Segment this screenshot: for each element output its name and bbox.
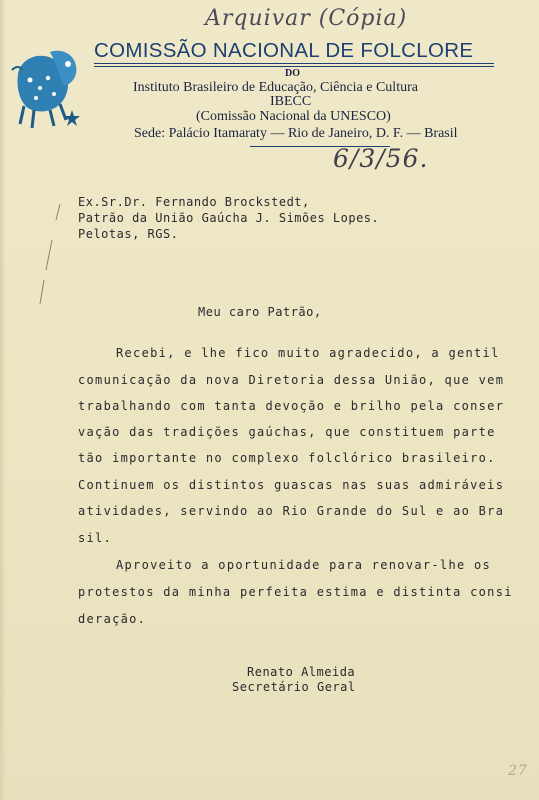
- organization-name: COMISSÃO NACIONAL DE FOLCLORE: [94, 39, 474, 62]
- handwritten-note: Arquivar (Cópia): [205, 6, 408, 31]
- body-line: atividades, servindo ao Rio Grande do Sul e ao Bra: [78, 504, 505, 518]
- recipient-line-1: Ex.Sr.Dr. Fernando Brockstedt,: [78, 195, 310, 209]
- signature-name: Renato Almeida: [247, 665, 356, 679]
- margin-pencil-mark: [34, 200, 64, 310]
- header-do: DO: [285, 68, 300, 79]
- folklore-emblem-icon: [10, 44, 84, 132]
- recipient-line-2: Patrão da União Gaúcha J. Simões Lopes.: [78, 211, 380, 225]
- body-line: Continuem os distintos guascas nas suas admiráveis: [78, 478, 505, 492]
- body-line: trabalhando com tanta devoção e brilho pela conser: [78, 399, 505, 413]
- body-line: Recebi, e lhe fico muito agradecido, a gentil: [116, 346, 500, 360]
- closing-line: deração.: [78, 612, 147, 626]
- institute-acronym: IBECC: [270, 94, 312, 109]
- header-rule: [94, 63, 494, 64]
- seat-address: Sede: Palácio Itamaraty — Rio de Janeiro, D. F. — Brasil: [134, 126, 458, 141]
- page-number: 27: [508, 763, 528, 779]
- institute-name: Instituto Brasileiro de Educação, Ciência e Cultura: [133, 80, 418, 95]
- unesco-commission: (Comissão Nacional da UNESCO): [196, 109, 391, 124]
- signature-title: Secretário Geral: [232, 680, 356, 694]
- closing-line: protestos da minha perfeita estima e distinta consi: [78, 585, 513, 599]
- body-line: sil.: [78, 531, 113, 545]
- header-rule-second: [94, 66, 494, 67]
- greeting: Meu caro Patrão,: [198, 305, 322, 319]
- closing-line: Aproveito a oportunidade para renovar-lhe os: [116, 558, 492, 572]
- body-line: comunicação da nova Diretoria dessa União, que vem: [78, 373, 505, 387]
- body-line: vação das tradições gaúchas, que constituem parte: [78, 425, 496, 439]
- recipient-line-3: Pelotas, RGS.: [78, 227, 179, 241]
- body-line: tão importante no complexo folclórico brasileiro.: [78, 451, 496, 465]
- page-edge-shadow: [0, 0, 6, 800]
- handwritten-date: 6/3/56.: [333, 144, 429, 173]
